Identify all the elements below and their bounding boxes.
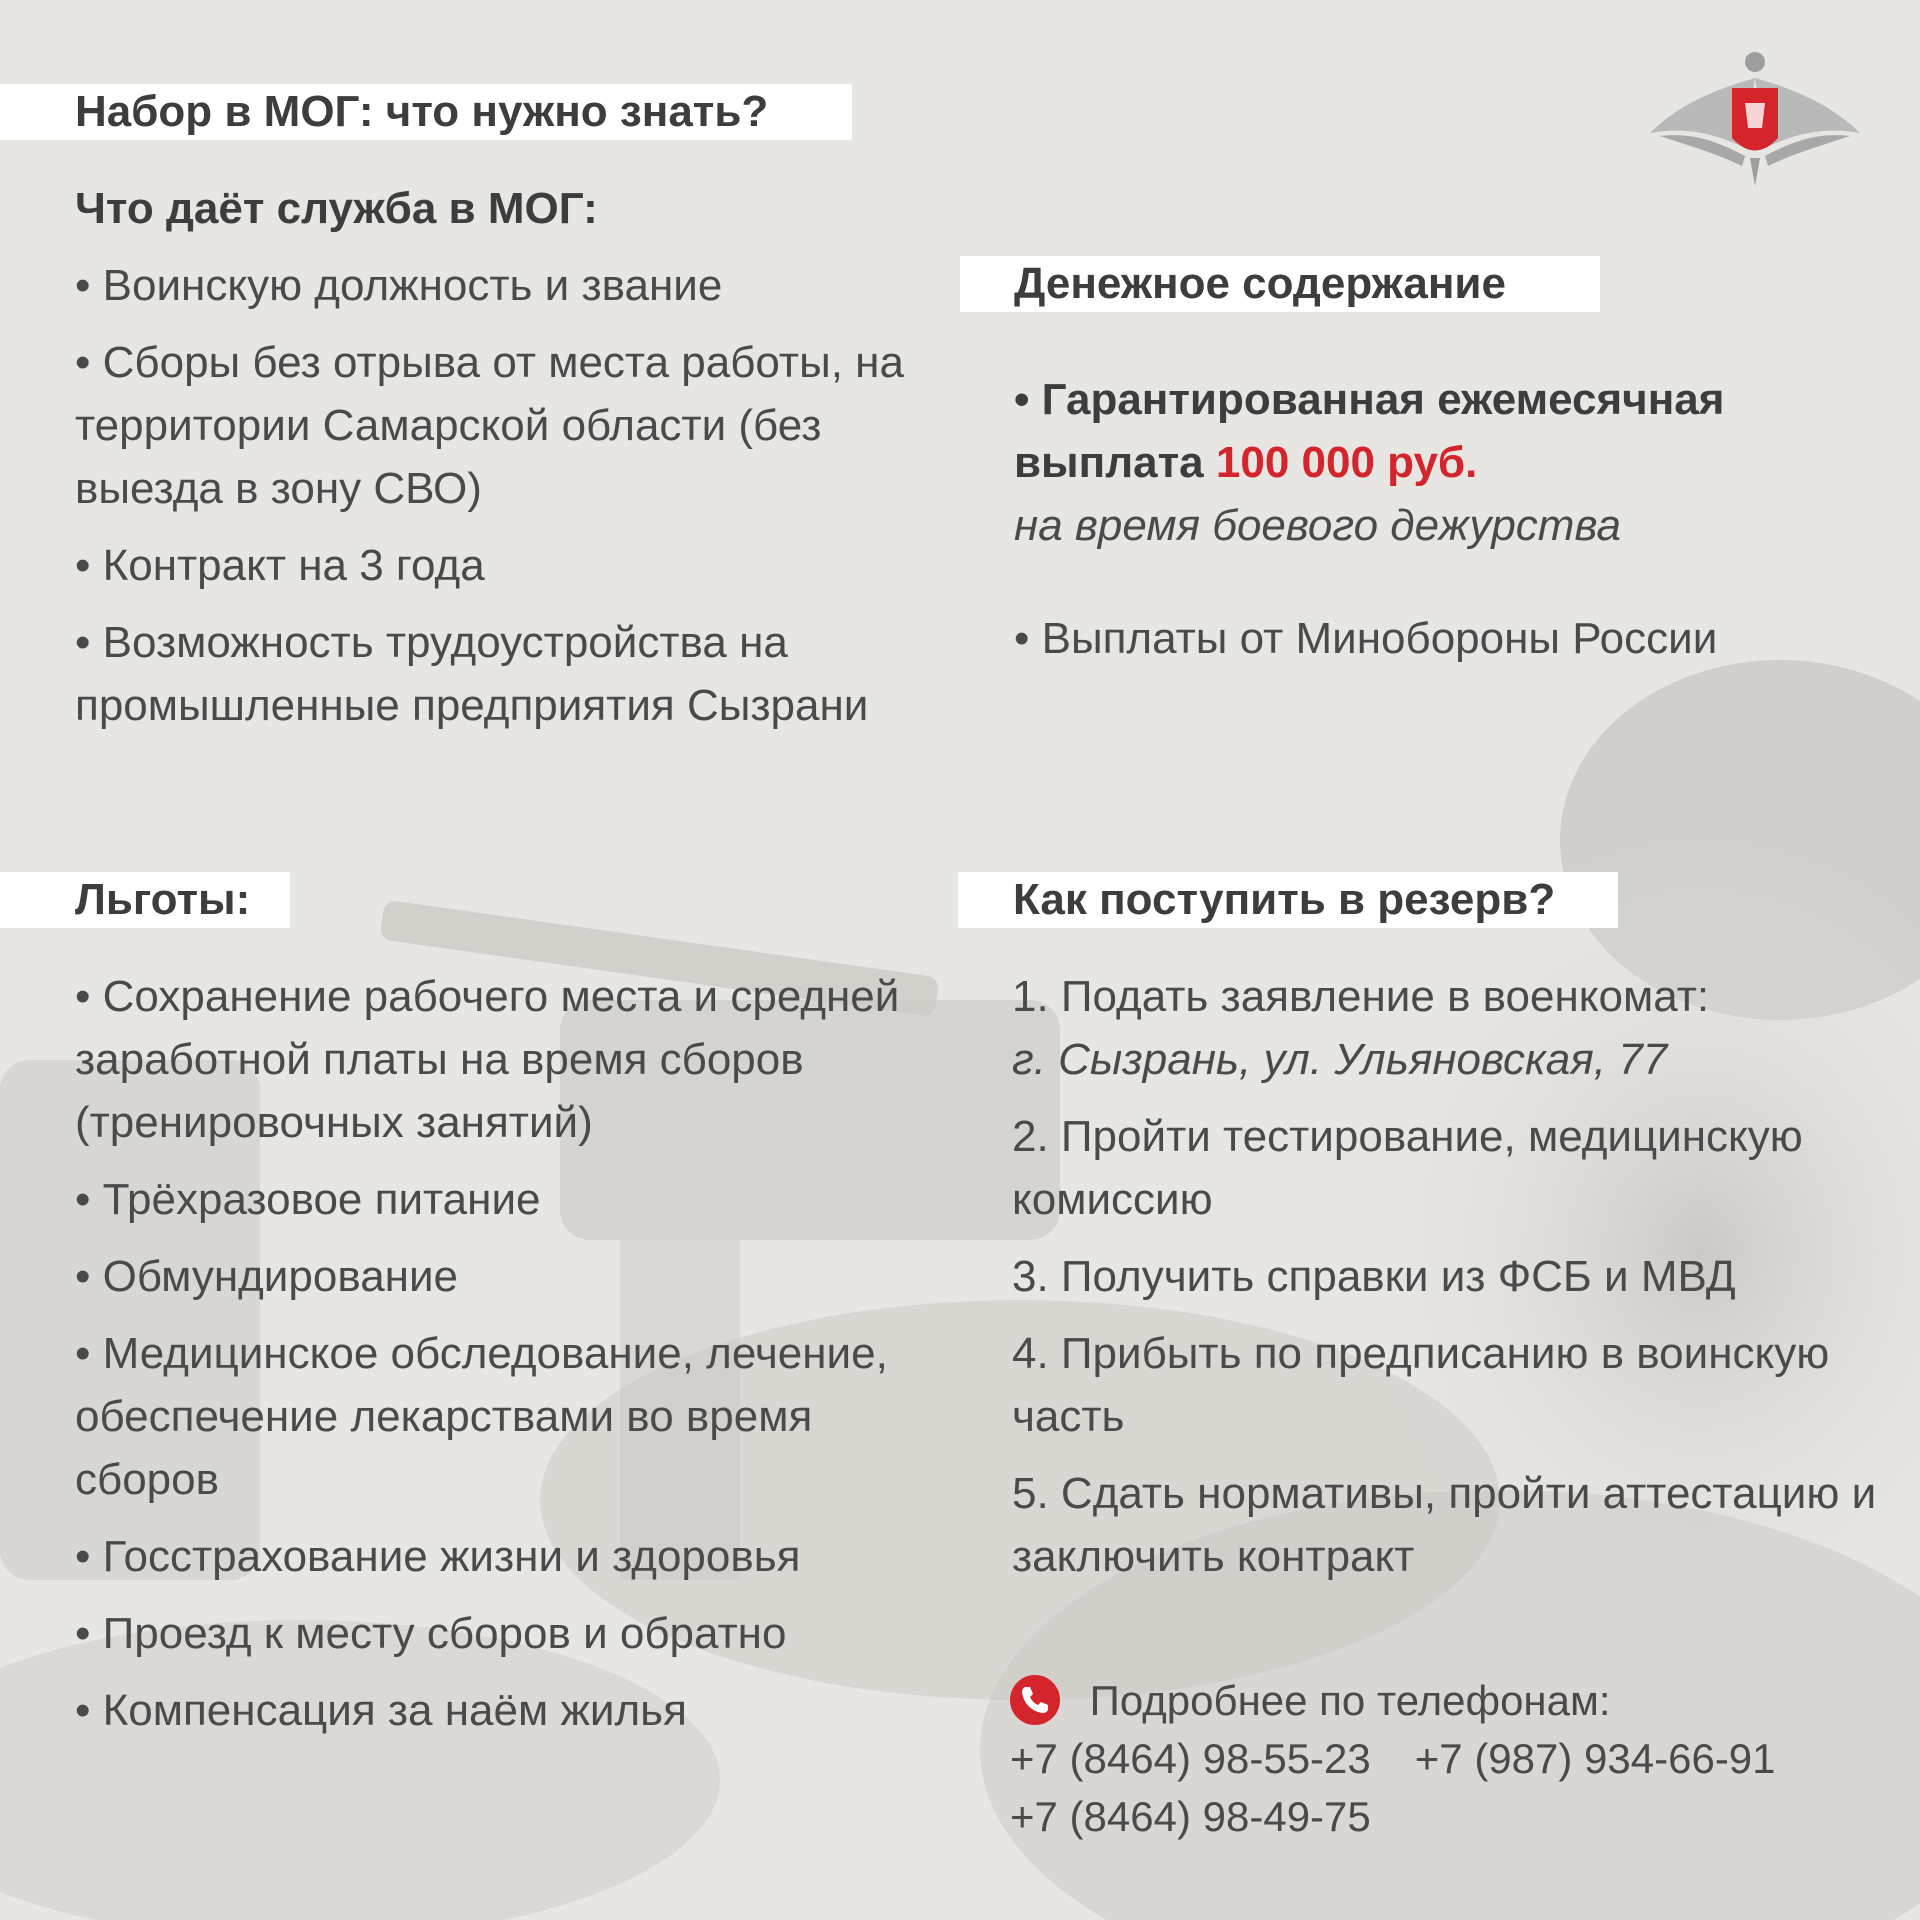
benefits-section [75, 965, 905, 1756]
benefit-item-travel: • Проезд к месту сборов и обратно [75, 1609, 787, 1658]
phone-row [1010, 1730, 1820, 1788]
phone-number-1[interactable]: +7 (8464) 98-55-23 [1010, 1735, 1371, 1782]
service-item-employment: • Возможность трудоустройства на промышленные предприятия Сызрани [75, 618, 869, 730]
service-heading: Что даёт служба в МОГ: [75, 184, 598, 233]
phone-number-2[interactable]: +7 (987) 934-66-91 [1414, 1735, 1776, 1782]
money-section [1014, 368, 1894, 684]
phone-number-3[interactable]: +7 (8464) 98-49-75 [1010, 1793, 1371, 1840]
military-office-address: г. Сызрань, ул. Ульяновская, 77 [1012, 1035, 1668, 1084]
service-item-position: • Воинскую должность и звание [75, 261, 723, 310]
mod-payments: • Выплаты от Минобороны России [1014, 614, 1718, 663]
benefits-section-title: Льготы: [0, 872, 290, 928]
benefit-item-workplace: • Сохранение рабочего места и средней заработной платы на время сборов (тренировочных занятий) [75, 972, 900, 1147]
ministry-of-defense-emblem-icon [1650, 48, 1860, 188]
page-title: Набор в МОГ: что нужно знать? [0, 84, 852, 140]
join-step-3: 3. Получить справки из ФСБ и МВД [1012, 1252, 1736, 1301]
join-step-1-text: 1. Подать заявление в военкомат: [1012, 972, 1710, 1021]
benefit-item-insurance: • Госстрахование жизни и здоровья [75, 1532, 801, 1581]
contact-section [1010, 1672, 1820, 1846]
payment-amount: 100 000 руб. [1215, 438, 1478, 487]
benefit-item-housing: • Компенсация за наём жилья [75, 1686, 687, 1735]
phone-icon [1010, 1675, 1060, 1725]
service-section [75, 177, 915, 751]
money-section-title: Денежное содержание [960, 256, 1600, 312]
join-step-2: 2. Пройти тестирование, медицинскую комиссию [1012, 1112, 1803, 1224]
join-step-4: 4. Прибыть по предписанию в воинскую часть [1012, 1329, 1830, 1441]
benefit-item-uniform: • Обмундирование [75, 1252, 459, 1301]
join-step-1 [1012, 965, 1912, 1091]
service-item-contract: • Контракт на 3 года [75, 541, 485, 590]
guaranteed-payment [1014, 368, 1894, 557]
contact-label: Подробнее по телефонам: [1089, 1677, 1611, 1724]
join-section-title: Как поступить в резерв? [958, 872, 1618, 928]
service-item-training: • Сборы без отрыва от места работы, на территории Самарской области (без выезда в зону СВО) [75, 338, 904, 513]
benefit-item-medical: • Медицинское обследование, лечение, обеспечение лекарствами во время сборов [75, 1329, 888, 1504]
benefit-item-meals: • Трёхразовое питание [75, 1175, 541, 1224]
payment-label: • Гарантированная ежемесячная выплата [1014, 375, 1725, 487]
join-section [1012, 965, 1912, 1602]
join-step-5: 5. Сдать нормативы, пройти аттестацию и заключить контракт [1012, 1469, 1877, 1581]
contact-label-row [1010, 1672, 1820, 1730]
payment-note: на время боевого дежурства [1014, 501, 1621, 550]
